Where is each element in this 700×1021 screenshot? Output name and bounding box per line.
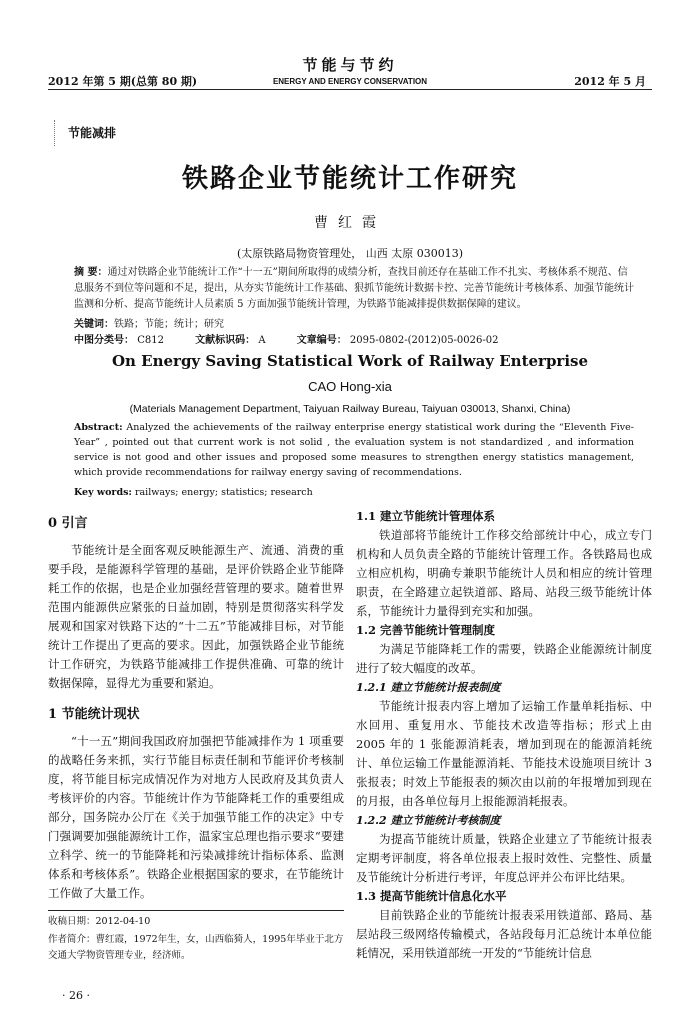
section-tag-decoration (54, 120, 63, 146)
abstract-en (74, 420, 634, 480)
heading-intro: 0 引言 (48, 516, 88, 531)
clc-label: 中图分类号： (74, 335, 134, 346)
abstract-cn (74, 265, 634, 313)
abstract-cn-text: 通过对铁路企业节能统计工作“十一五”期间所取得的成绩分析，查找目前还存在基础工作不扎实、考核体系不规范、信息服务不到位等问题和不足，提出，从夯实节能统计工作基础、狠抓节能统计数据卡控、完善节能统计考核体系、加强节能统计监测和分析、提高节能统计人员素质 5 方面加强节能统计管理，为铁路节能减排提供数据保障的建议。 (74, 267, 634, 310)
paragraph-1-3: 目前铁路企业的节能统计报表采用铁道部、路局、基层站段三级网络传输模式，各站段每月汇总统计本单位能耗情况，采用铁道部统一开发的“节能统计信息 (356, 908, 652, 960)
keywords-en (74, 487, 313, 498)
abstract-en-text: Analyzed the achievements of the railway enterprise energy statistical work during the “Eleventh Five-Year” , pointed out that current work is not solid , the evaluation system is not standardized , and information service is not good and other issues and proposed some measures to strengthen energy statistics management, which provide recommendations for railway energy saving of recommendations. (74, 422, 634, 478)
article-id-value: 2095-0802-(2012)05-0026-02 (349, 335, 499, 346)
abstract-en-label: Abstract: (74, 422, 123, 433)
heading-1-2: 1.2 完善节能统计管理制度 (356, 623, 496, 637)
doc-code-label: 文献标识码： (195, 335, 256, 346)
paragraph-1-2: 为满足节能降耗工作的需要，铁路企业能源统计制度进行了较大幅度的改革。 (356, 642, 652, 675)
heading-1-2-1: 1.2.1 建立节能统计报表制度 (356, 681, 501, 694)
article-title-en: On Energy Saving Statistical Work of Railway Enterprise (111, 352, 589, 370)
body-right-column (356, 507, 652, 963)
clc-value: C812 (137, 335, 164, 346)
author-en: CAO Hong-xia (308, 379, 392, 394)
paragraph-1-2-1: 节能统计报表内容上增加了运输工作量单耗指标、中水回用、重复用水、节能技术改造等指标；形式上由 2005 年的 1 张能源消耗表，增加到现在的能源消耗统计、单位运输工作量能源消耗、节能技术设施项目统计 3 张报表；时效上节能报表的频次由以前的年报增加到现在的月报，由各单位每月上报能源消耗报表。 (356, 699, 652, 808)
paragraph-1-1: 铁道部将节能统计工作移交给部统计中心，成立专门机构和人员负责全路的节能统计管理工作。各铁路局也成立相应机构，明确专兼职节能统计人员和相应的统计管理职责，在全路建立起铁道部、路局、站段三级节能统计体系，节能统计力量得到充实和加强。 (356, 528, 652, 618)
affiliation-cn: (太原铁路局物资管理处， 山西 太原 030013) (236, 247, 464, 260)
page-number: · 26 · (62, 989, 90, 1002)
paragraph-1-2-2: 为提高节能统计质量，铁路企业建立了节能统计报表定期考评制度，将各单位报表上报时效性、完整性、质量及节能统计分析进行考评，年度总评并公布评比结果。 (356, 832, 652, 884)
paragraph-intro: 节能统计是全面客观反映能源生产、流通、消费的重要手段，是能源科学管理的基础，是评价铁路企业节能降耗工作的依据，也是企业加强经营管理的要求。随着世界范围内能源供应紧张的日益加剧，特别是贯彻落实科学发展观和国家对铁路下达的“十二五”节能减排目标，对节能统计工作提出了更高的要求。因此，加强铁路企业节能统计工作研究，为铁路节能减排工作提供准确、可靠的统计数据保障，显得尤为重要和紧迫。 (48, 543, 344, 690)
keywords-cn-text: 铁路；节能；统计；研究 (114, 319, 224, 330)
heading-1-1: 1.1 建立节能统计管理体系 (356, 509, 496, 523)
footnote-rule (48, 910, 344, 911)
article-title-cn: 铁路企业节能统计工作研究 (181, 164, 518, 194)
keywords-cn-label: 关键词： (74, 319, 114, 330)
keywords-en-text: railways; energy; statistics; research (134, 487, 313, 498)
heading-1-2-2: 1.2.2 建立节能统计考核制度 (356, 814, 501, 827)
footnote-author-bio: 作者简介：曹红霞，1972年生，女，山西临猗人，1995年毕业于北方交通大学物资管理专业，经济师。 (48, 934, 344, 961)
article-id-label: 文章编号： (296, 335, 347, 346)
issue-info: 2012 年第 5 期(总第 80 期) (48, 75, 198, 88)
heading-1-3: 1.3 提高节能统计信息化水平 (356, 889, 507, 903)
body-left-column (48, 514, 344, 903)
author-cn: 曹红霞 (314, 215, 386, 231)
affiliation-en: (Materials Management Department, Taiyuan Railway Bureau, Taiyuan 030013, Shanxi, China) (129, 403, 571, 415)
issue-date: 2012 年 5 月 (574, 75, 646, 88)
header-rule (48, 89, 652, 90)
paragraph-status: “十一五”期间我国政府加强把节能减排作为 1 项重要的战略任务来抓，实行节能目标责任制和节能评价考核制度，将节能目标完成情况作为对地方人民政府及其负责人考核评价的内容。节能统计作为节能降耗工作的重要组成部分，国务院办公厅在《关于加强节能工作的决定》中专门强调要加强能源统计工作，温家宝总理也指示要求“要建立科学、统一的节能降耗和污染减排统计指标体系、监测体系和考核体系”。铁路企业根据国家的要求，在节能统计工作做了大量工作。 (48, 734, 344, 900)
abstract-cn-label: 摘 要： (74, 267, 108, 278)
heading-status: 1 节能统计现状 (48, 707, 140, 722)
doc-code-value: A (258, 335, 266, 346)
section-tag: 节能减排 (68, 126, 117, 140)
keywords-en-label: Key words: (74, 487, 132, 498)
journal-title-en: ENERGY AND ENERGY CONSERVATION (272, 77, 428, 86)
footnote-received: 收稿日期：2012-04-10 (48, 916, 151, 927)
keywords-cn (74, 317, 634, 333)
classification-line (74, 333, 634, 349)
journal-title-cn: 节能与节约 (302, 56, 398, 74)
